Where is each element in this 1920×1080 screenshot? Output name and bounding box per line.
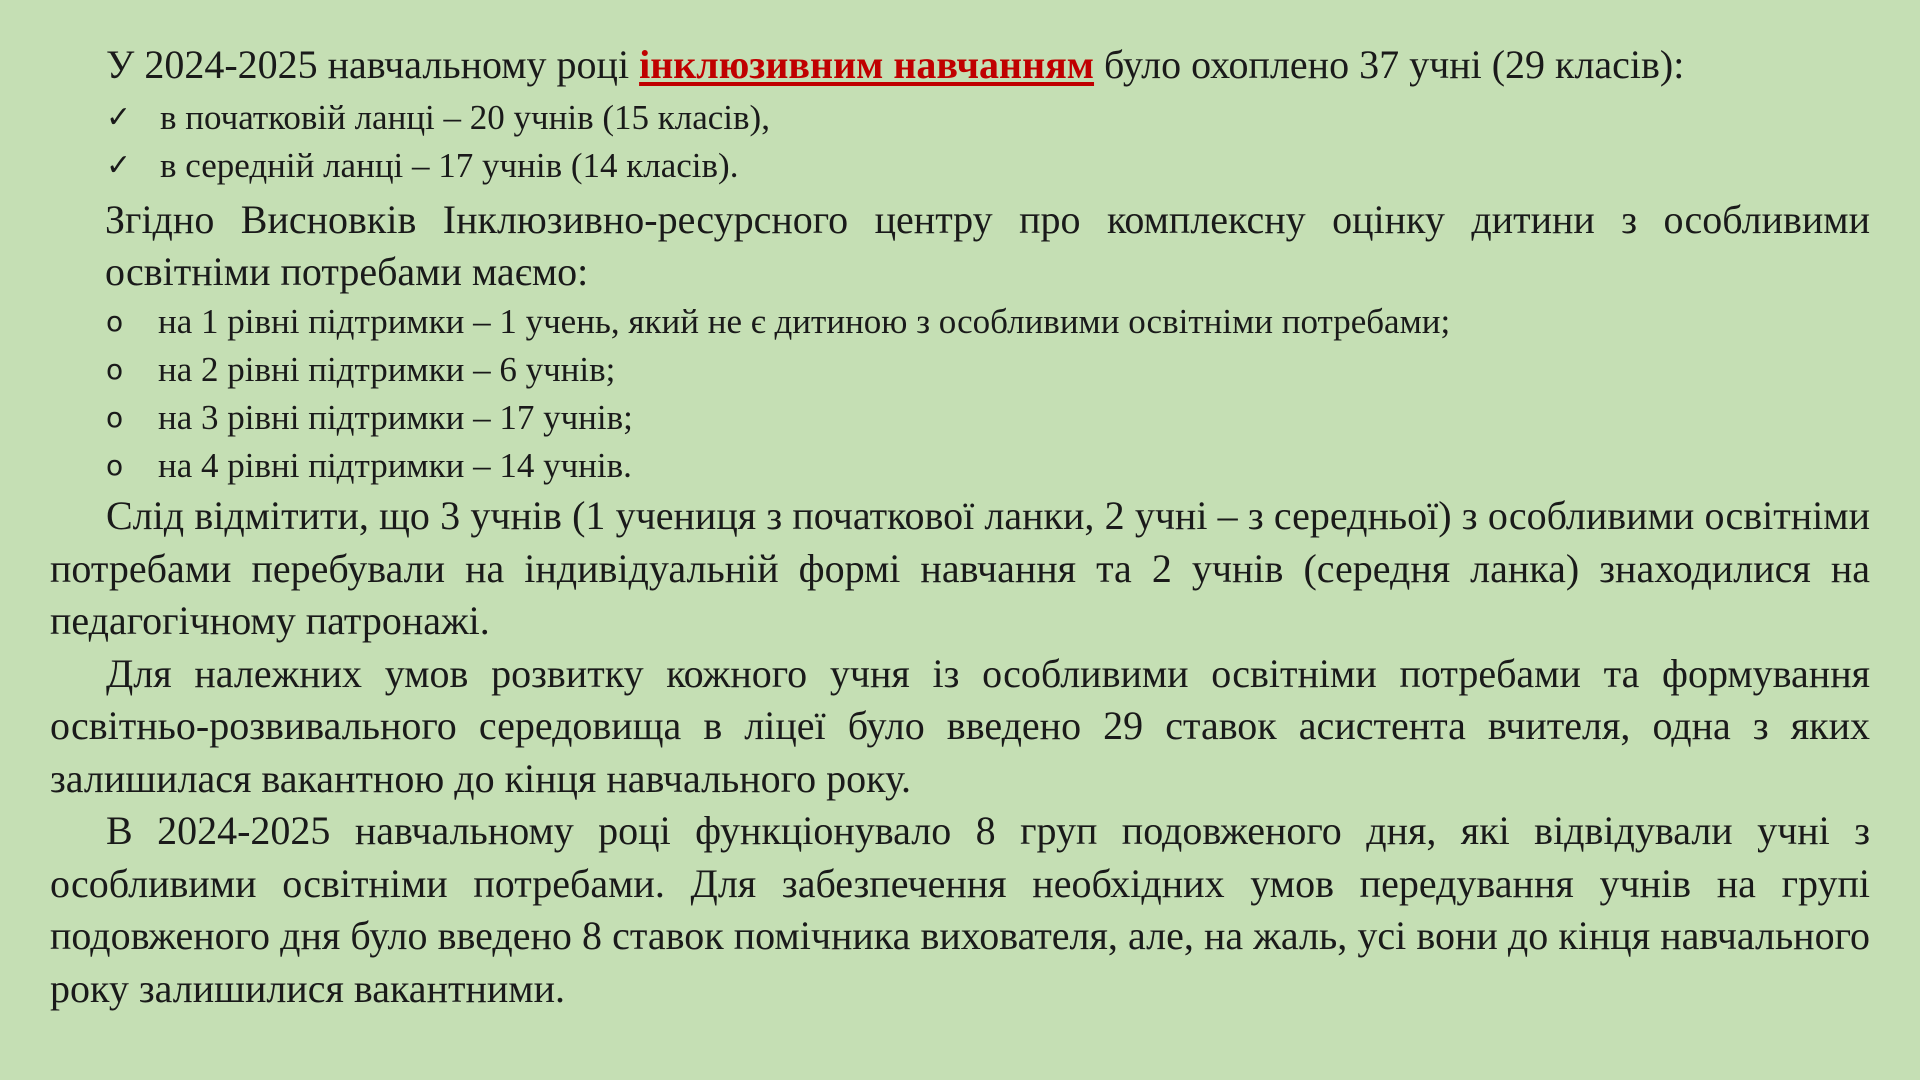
- checkmark-icon: ✓: [106, 148, 132, 183]
- extended-day-groups-paragraph: В 2024-2025 навчальному році функціонувало 8 груп подовженого дня, які відвідували учні з особливими освітніми потребами. Для забезпечення необхідних умов передування учнів на групі подовженого дня було введено 8 ставок помічника вихователя, але, на жаль, усі вони до кінця навчального року залишилися вакантними.: [50, 808, 1870, 1011]
- list-item: [50, 394, 1870, 442]
- list-item-text: в початковій ланці – 20 учнів (15 класів),: [160, 98, 770, 137]
- inclusive-education-highlight: інклюзивним навчанням: [639, 42, 1095, 87]
- list-item-text: на 3 рівні підтримки – 17 учнів;: [158, 398, 633, 437]
- list-item-text: на 1 рівні підтримки – 1 учень, який не є дитиною з особливими освітніми потребами;: [158, 302, 1451, 341]
- list-item-text: на 2 рівні підтримки – 6 учнів;: [158, 350, 616, 389]
- intro-paragraph: [106, 36, 1870, 94]
- circle-bullet-icon: o: [106, 401, 124, 434]
- conclusion-intro-paragraph: Згідно Висновків Інклюзивно-ресурсного центру про комплексну оцінку дитини з особливими освітніми потребами маємо:: [105, 197, 1870, 294]
- list-item: [50, 442, 1870, 490]
- circle-bullet-icon: o: [106, 449, 124, 482]
- individual-form-paragraph: Слід відмітити, що 3 учнів (1 учениця з початкової ланки, 2 учні – з середньої) з особливими освітніми потребами перебували на індивідуальній формі навчання та 2 учнів (середня ланка) знаходилися на педагогічному патронажі.: [50, 493, 1870, 643]
- list-item: [50, 298, 1870, 346]
- list-item: [50, 142, 1870, 190]
- list-item-text: в середній ланці – 17 учнів (14 класів).: [160, 146, 739, 185]
- circle-bullet-icon: o: [106, 305, 124, 338]
- grade-level-list: [50, 94, 1870, 190]
- checkmark-icon: ✓: [106, 100, 132, 135]
- list-item-text: на 4 рівні підтримки – 14 учнів.: [158, 446, 632, 485]
- list-item: [50, 346, 1870, 394]
- intro-text-after: було охоплено 37 учні (29 класів):: [1094, 42, 1685, 87]
- list-item: [50, 94, 1870, 142]
- support-levels-list: [50, 298, 1870, 490]
- circle-bullet-icon: o: [106, 353, 124, 386]
- teacher-assistant-paragraph: Для належних умов розвитку кожного учня із особливими освітніми потребами та формування освітньо-розвивального середовища в ліцеї було введено 29 ставок асистента вчителя, одна з яких залишилася вакантною до кінця навчального року.: [50, 650, 1870, 801]
- intro-text-before: У 2024-2025 навчальному році: [106, 42, 640, 87]
